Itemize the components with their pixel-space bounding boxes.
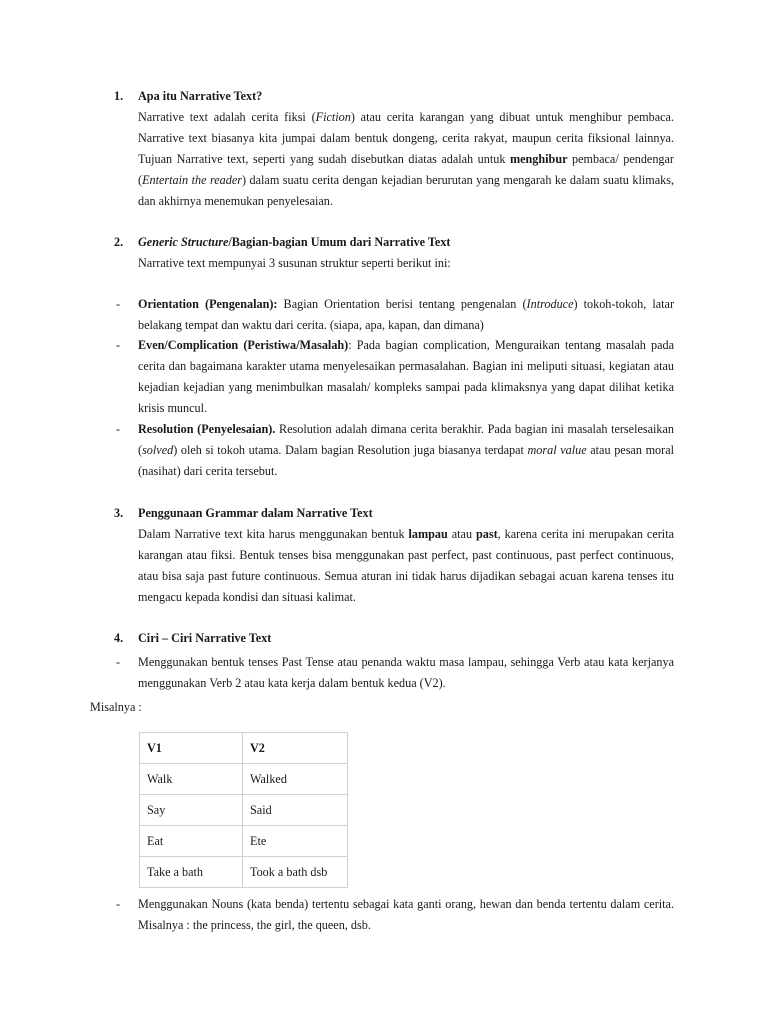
complication-bullet: Even/Complication (Peristiwa/Masalah): Pada bagian complication, Menguraikan tentang masalah pada cerita dan bagaimana karakter utama menyelesaikan permasalahan. Bagian ini meliputi situasi, kegiatan atau kejadian kejadian yang menimbulkan masalah/ kompleks sampai pada klimaksnya yang dapat dilihat ketika krisis muncul.: [138, 338, 674, 415]
table-row: [140, 857, 348, 888]
table-cell: Said: [243, 795, 348, 826]
table-cell: Take a bath: [140, 857, 243, 888]
table-row: [140, 795, 348, 826]
bullet-dash: -: [116, 422, 121, 436]
section-3-number: 3.: [114, 506, 124, 520]
orientation-bullet: Orientation (Pengenalan): Bagian Orientation berisi tentang pengenalan (Introduce) tokoh-tokoh, latar belakang tempat dan waktu dari cerita. (siapa, apa, kapan, dan dimana): [138, 297, 675, 332]
table-row: [140, 764, 348, 795]
section-1-number: 1.: [114, 89, 124, 103]
resolution-bullet: Resolution (Penyelesaian). Resolution adalah dimana cerita berakhir. Pada bagian ini masalah terselesaikan (solved) oleh si tokoh utama. Dalam bagian Resolution juga biasanya terdapat moral value atau pesan moral (nasihat) dari cerita tersebut.: [138, 422, 674, 478]
section-3-title: Penggunaan Grammar dalam Narrative Text: [138, 506, 373, 520]
bullet-dash: -: [116, 297, 121, 311]
verb-table: [139, 732, 348, 888]
table-header-row: [140, 733, 348, 764]
table-header-v2: V2: [243, 733, 348, 764]
nouns-bullet: Menggunakan Nouns (kata benda) tertentu sebagai kata ganti orang, hewan dan benda tertentu dalam cerita. Misalnya : the princess, the girl, the queen, dsb.: [138, 897, 674, 932]
table-cell: Walk: [140, 764, 243, 795]
section-2-intro: Narrative text mempunyai 3 susunan struktur seperti berikut ini:: [138, 256, 451, 270]
example-label: Misalnya :: [90, 700, 142, 714]
section-3-paragraph: Dalam Narrative text kita harus menggunakan bentuk lampau atau past, karena cerita ini merupakan cerita karangan atau fiksi. Bentuk tenses bisa menggunakan past perfect, past continuous, past perfect continuous, atau bisa saja past future continuous. Semua aturan ini tidak harus dijadikan sebagai acuan karena tenses itu mengacu kepada kondisi dan situasi kalimat.: [138, 527, 674, 604]
table-row: [140, 826, 348, 857]
table-cell: Ete: [243, 826, 348, 857]
bullet-dash: -: [116, 897, 121, 911]
bullet-dash: -: [116, 338, 121, 352]
section-4-title: Ciri – Ciri Narrative Text: [138, 631, 272, 645]
table-cell: Took a bath dsb: [243, 857, 348, 888]
table-header-v1: V1: [140, 733, 243, 764]
table-cell: Say: [140, 795, 243, 826]
section-4-number: 4.: [114, 631, 124, 645]
section-2-number: 2.: [114, 235, 124, 249]
section-1-title: Apa itu Narrative Text?: [138, 89, 263, 103]
bullet-dash: -: [116, 655, 121, 669]
table-cell: Walked: [243, 764, 348, 795]
section-2-title: Generic Structure/Bagian-bagian Umum dari Narrative Text: [138, 235, 451, 249]
past-tense-bullet: Menggunakan bentuk tenses Past Tense atau penanda waktu masa lampau, sehingga Verb atau kata kerjanya menggunakan Verb 2 atau kata kerja dalam bentuk kedua (V2).: [138, 655, 674, 690]
section-1-paragraph: Narrative text adalah cerita fiksi (Fiction) atau cerita karangan yang dibuat untuk menghibur pembaca. Narrative text biasanya kita jumpai dalam bentuk dongeng, cerita rakyat, maupun cerita fiksional lainnya. Tujuan Narrative text, seperti yang sudah disebutkan diatas adalah untuk menghibur pembaca/ pendengar (Entertain the reader) dalam suatu cerita dengan kejadian berurutan yang mengarah ke dalam suatu klimaks, dan akhirnya menemukan penyelesaian.: [138, 110, 675, 208]
table-cell: Eat: [140, 826, 243, 857]
